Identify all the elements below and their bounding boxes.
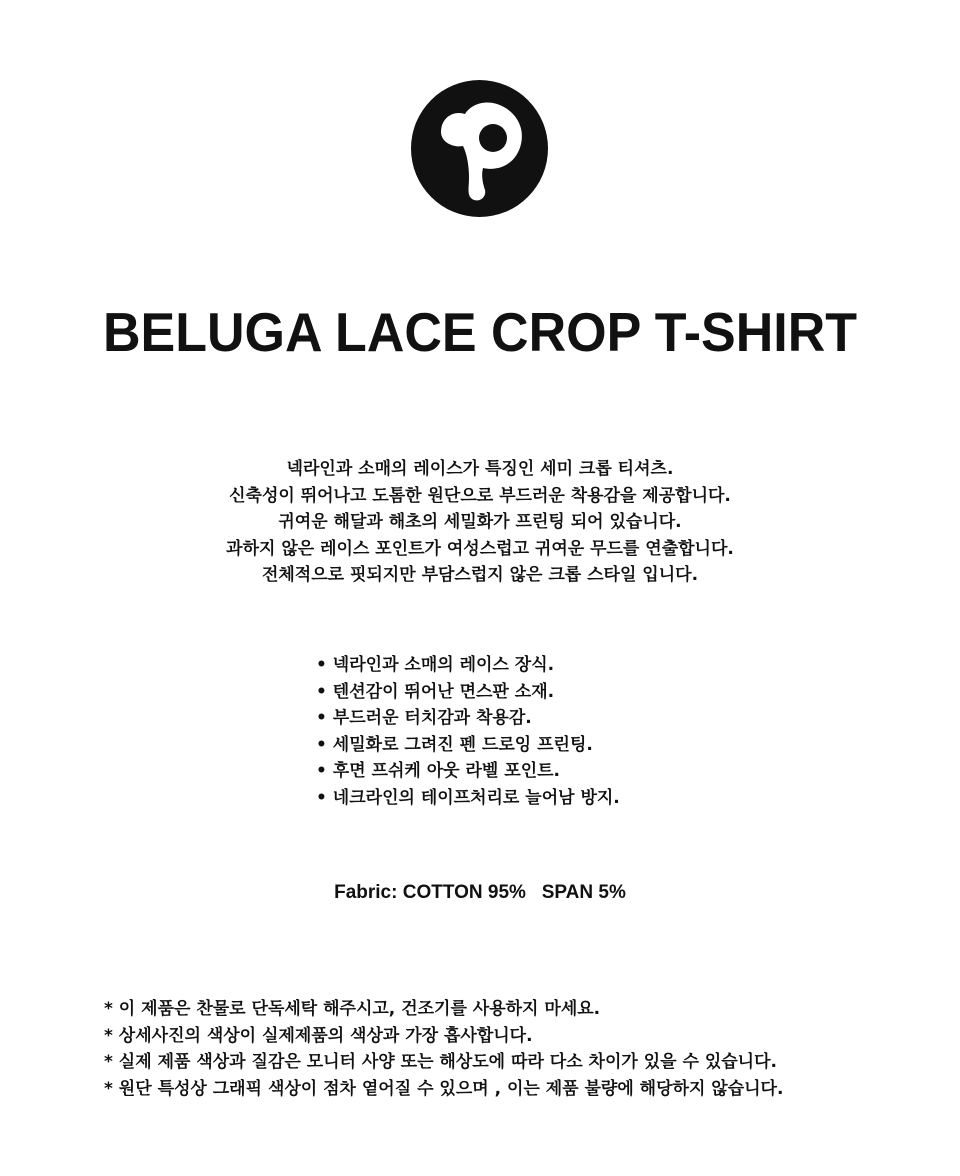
feature-item: • 후면 프쉬케 아웃 라벨 포인트. bbox=[316, 758, 776, 785]
care-note: * 원단 특성상 그래픽 색상이 점차 옅어질 수 있으며 , 이는 제품 불량에 해당하지 않습니다. bbox=[104, 1078, 784, 1099]
feature-item: • 텐션감이 뛰어난 면스판 소재. bbox=[316, 679, 776, 706]
description-line: 신축성이 뛰어나고 도톰한 원단으로 부드러운 착용감을 제공합니다. bbox=[229, 485, 731, 506]
description-line: 넥라인과 소매의 레이스가 특징인 세미 크롭 티셔츠. bbox=[286, 459, 674, 479]
product-title: BELUGA LACE CROP T-SHIRT bbox=[102, 302, 858, 364]
care-note: * 이 제품은 찬물로 단독세탁 해주시고, 건조기를 사용하지 마세요. bbox=[104, 999, 601, 1019]
p-circle-logo-icon bbox=[411, 80, 548, 217]
care-note: * 실제 제품 색상과 질감은 모니터 사양 또는 해상도에 따라 다소 차이가 있을 수 있습니다. bbox=[104, 1052, 777, 1072]
feature-list bbox=[316, 652, 776, 811]
description-line: 귀여운 해달과 해초의 세밀화가 프린팅 되어 있습니다. bbox=[278, 512, 682, 532]
description-line: 전체적으로 핏되지만 부담스럽지 않은 크롭 스타일 입니다. bbox=[261, 565, 699, 585]
brand-logo bbox=[411, 80, 548, 217]
feature-item: • 세밀화로 그려진 펜 드로잉 프린팅. bbox=[316, 732, 776, 759]
feature-item: • 넥라인과 소매의 레이스 장식. bbox=[316, 652, 776, 679]
description-line: 과하지 않은 레이스 포인트가 여성스럽고 귀여운 무드를 연출합니다. bbox=[226, 538, 734, 559]
product-description bbox=[0, 456, 960, 589]
care-note: * 상세사진의 색상이 실제제품의 색상과 가장 흡사합니다. bbox=[104, 1025, 533, 1046]
feature-item: • 네크라인의 테이프처리로 늘어남 방지. bbox=[316, 785, 776, 812]
feature-item: • 부드러운 터치감과 착용감. bbox=[316, 705, 776, 732]
fabric-composition: Fabric: COTTON 95% SPAN 5% bbox=[334, 882, 626, 903]
care-notes bbox=[104, 996, 944, 1102]
